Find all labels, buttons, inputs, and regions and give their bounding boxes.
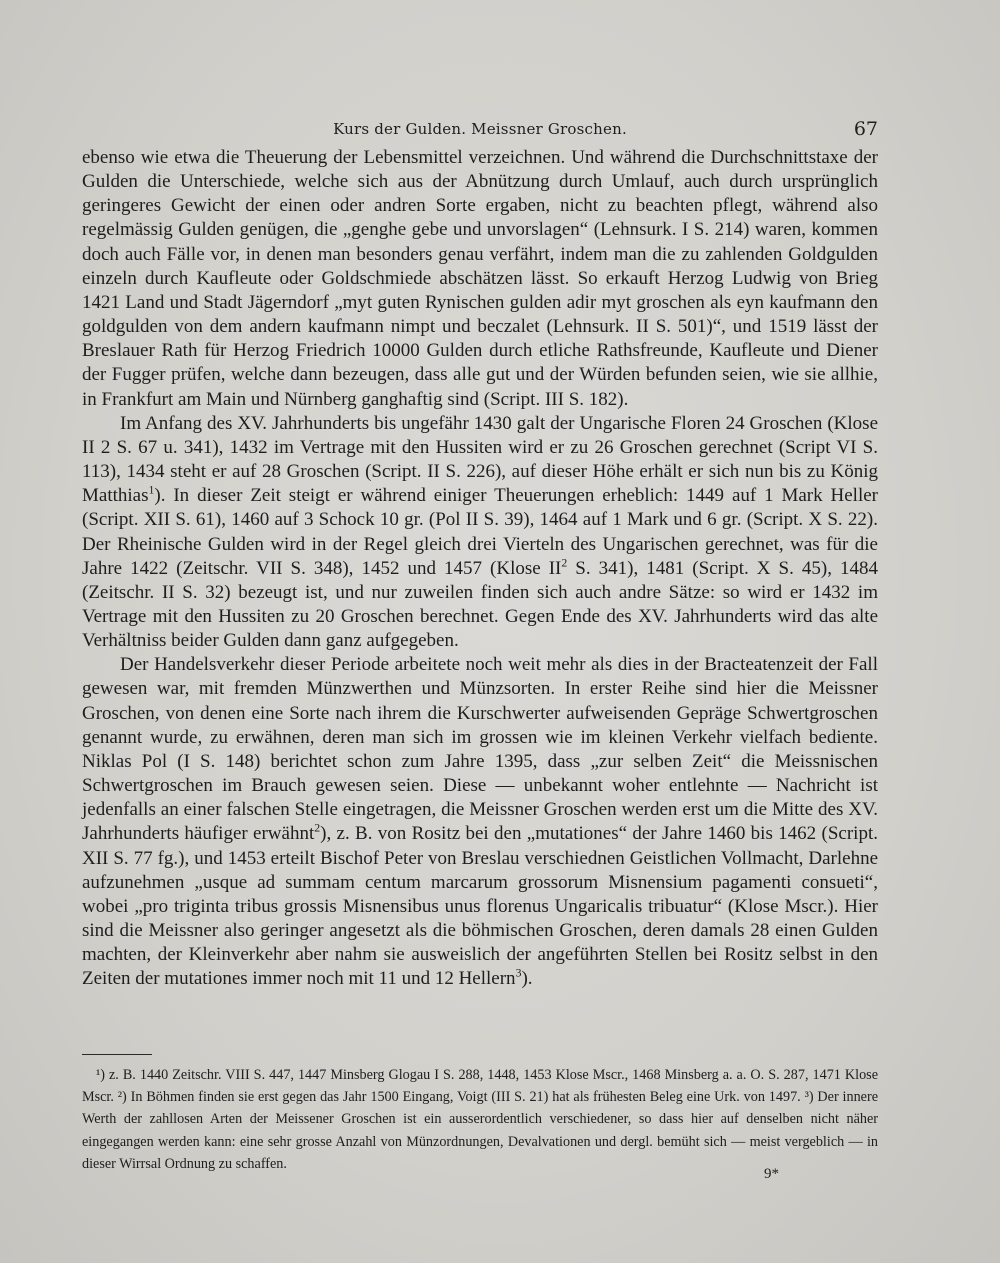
footnotes bbox=[82, 1064, 878, 1175]
footnote-ref-3: 3 bbox=[515, 966, 522, 980]
paragraph-2-part-b: ). In dieser Zeit steigt er während einiger Theuerungen erheblich: 1449 auf 1 Mark Heller (Script. XII S. 61), 1460 auf 3 Schock 10 gr. (Pol II S. 39), 1464 auf 1 Mark und 6 gr. (Script. X S. 22). Der Rheinische Gulden wird in der Regel gleich drei Vierteln des Ungarischen gerechnet, was für die Jahre 1422 (Zeitschr. VII S. 348), 1452 und 1457 (Klose II bbox=[82, 485, 878, 579]
paragraph-2 bbox=[82, 412, 878, 654]
paragraph-3-part-a: Der Handelsverkehr dieser Periode arbeitete noch weit mehr als dies in der Bracteatenzeit der Fall gewesen war, mit fremden Münzwerthen und Münzsorten. In erster Reihe sind hier die Meissner Groschen, von denen eine Sorte nach ihrem die Kurschwerter aufweisenden Gepräge Schwertgroschen genannt wurde, zu erwähnen, deren man sich im grossen wie im kleinen Verkehr vielfach bediente. Niklas Pol (I S. 148) berichtet schon zum Jahre 1395, dass „zur selben Zeit“ die Meissnischen Schwertgroschen im Brauch gewesen seien. Diese — unbekannt woher entlehnte — Nachricht ist jedenfalls an einer falschen Stelle eingetragen, die Meissner Groschen werden erst um die Mitte des XV. Jahrhunderts häufiger erwähnt bbox=[82, 654, 878, 845]
paragraph-3 bbox=[82, 653, 878, 991]
footnote-ref-1: 1 bbox=[148, 483, 155, 497]
footnote-ref-2: 2 bbox=[314, 822, 321, 836]
paragraph-3-part-b: ), z. B. von Rositz bei den „mutationes“ der Jahre 1460 bis 1462 (Script. XII S. 77 fg.), und 1453 erteilt Bischof Peter von Breslau verschiednen Geistlichen Vollmacht, Darlehne aufzunehmen „usque ad summam centum marcarum grossorum Misnensium pagamenti consueti“, wobei „pro triginta tribus grossis Misnensibus unus florenus Ungaricalis tribuatur“ (Klose Mscr.). Hier sind die Meissner also geringer angesetzt als die böhmischen Groschen, deren damals 28 einen Gulden machten, der Kleinverkehr aber nahm sie ausweislich der angeführten Stellen bei Rositz selbst in den Zeiten der mutationes immer noch mit 11 und 12 Hellern bbox=[82, 823, 878, 990]
paragraph-1: ebenso wie etwa die Theuerung der Lebensmittel verzeichnen. Und während die Durchschnittstaxe der Gulden die Unterschiede, welche sich aus der Abnützung durch Umlauf, auch durch ursprünglich geringeres Gewicht der einen oder andren Sorte ergaben, nicht zu beachten pflegt, während also regelmässig Gulden genügen, die „genghe gebe und unvorslagen“ (Lehnsurk. I S. 214) waren, kommen doch auch Fälle vor, in denen man besonders genau verfährt, indem man die zu zahlenden Goldgulden einzeln durch Kaufleute oder Goldschmiede abschätzen lässt. So erkauft Herzog Ludwig von Brieg 1421 Land und Stadt Jägerndorf „myt guten Rynischen gulden adir myt groschen als eyn kaufmann den goldgulden von dem andern kaufmann nimpt und beczalet (Lehnsurk. II S. 501)“, und 1519 lässt der Breslauer Rath für Herzog Friedrich 10000 Gulden durch etliche Rathsfreunde, Kaufleute und Diener der Fugger prüfen, welche dann bezeugen, dass alle gut und der Würden befunden seien, wie sie allhie, in Frankfurt am Main und Nürnberg ganghaftig sind (Script. III S. 182). bbox=[82, 147, 878, 410]
signature-mark: 9* bbox=[764, 1166, 779, 1182]
footnote-divider bbox=[82, 1054, 152, 1055]
superscript-2: 2 bbox=[561, 556, 568, 570]
running-title: Kurs der Gulden. Meissner Groschen. bbox=[333, 120, 627, 138]
footnote-text: ¹) z. B. 1440 Zeitschr. VIII S. 447, 1447 Minsberg Glogau I S. 288, 1448, 1453 Klose Mscr., 1468 Minsberg a. a. O. S. 287, 1471 Klose Mscr. ²) In Böhmen finden sie erst gegen das Jahr 1500 Eingang, Voigt (III S. 21) hat als frühesten Beleg eine Urk. von 1497. ³) Der innere Werth der zahllosen Arten der Meissener Groschen ist ein ausserordentlich verschiedener, so dass hier auf denselben nicht näher eingegangen werden kann: eine sehr grosse Anzahl von Münzordnungen, Devalvationen und dergl. bemüht sich — meist vergeblich — in dieser Wirrsal Ordnung zu schaffen. bbox=[82, 1067, 878, 1172]
main-text bbox=[82, 146, 878, 991]
page-number: 67 bbox=[853, 118, 878, 140]
paragraph-3-part-c: ). bbox=[521, 968, 533, 990]
paragraph-2-part-a: Im Anfang des XV. Jahrhunderts bis ungefähr 1430 galt der Ungarische Floren 24 Groschen (Klose II 2 S. 67 u. 341), 1432 im Vertrage mit den Hussiten wird er zu 26 Groschen gerechnet (Script VI S. 113), 1434 steht er auf 28 Groschen (Script. II S. 226), auf dieser Höhe erhält er sich nun bis zu König Matthias bbox=[82, 412, 878, 507]
page-header bbox=[82, 118, 878, 144]
paragraph-2-part-c: S. 341), 1481 (Script. X S. 45), 1484 (Zeitschr. II S. 32) bezeugt ist, und nur zuweilen finden sich auch andre Sätze: so wird er 1432 im Vertrage mit den Hussiten zu 20 Groschen berechnet. Gegen Ende des XV. Jahrhunderts wird das alte Verhältniss beider Gulden dann ganz aufgegeben. bbox=[82, 557, 878, 652]
